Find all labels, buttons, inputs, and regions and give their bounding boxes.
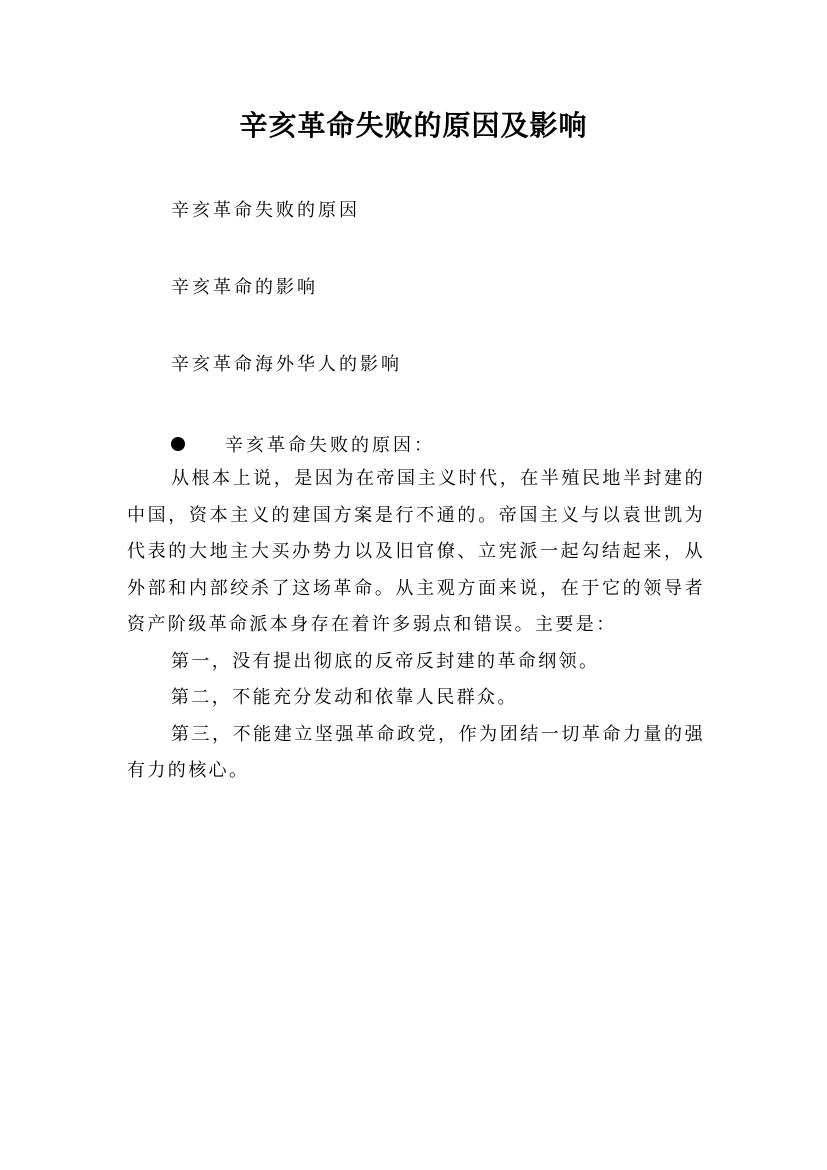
table-of-contents bbox=[171, 198, 731, 429]
paragraph: 第二，不能充分发动和依靠人民群众。 bbox=[171, 687, 518, 708]
document-title: 辛亥革命失败的原因及影响 bbox=[239, 109, 588, 142]
section-heading-text: 辛亥革命失败的原因： bbox=[225, 435, 435, 456]
toc-item: 辛亥革命的影响 bbox=[171, 277, 318, 298]
section-heading bbox=[171, 427, 705, 461]
paragraph: 第一，没有提出彻底的反帝反封建的革命纲领。 bbox=[171, 650, 600, 672]
toc-item: 辛亥革命海外华人的影响 bbox=[171, 354, 402, 375]
paragraph: 第三，不能建立坚强革命政党，作为团结一切革命力量的强有力的核心。 bbox=[127, 723, 705, 781]
bullet-icon bbox=[171, 437, 185, 451]
toc-item: 辛亥革命失败的原因 bbox=[171, 200, 360, 221]
section-causes bbox=[127, 427, 705, 790]
paragraph: 从根本上说，是因为在帝国主义时代，在半殖民地半封建的中国，资本主义的建国方案是行不通的。帝国主义与以袁世凯为代表的大地主大买办势力以及旧官僚、立宪派一起勾结起来，从外部和内部绞杀了这场革命。从主观方面来说，在于它的领导者资产阶级革命派本身存在着许多弱点和错误。主要是： bbox=[127, 468, 705, 635]
